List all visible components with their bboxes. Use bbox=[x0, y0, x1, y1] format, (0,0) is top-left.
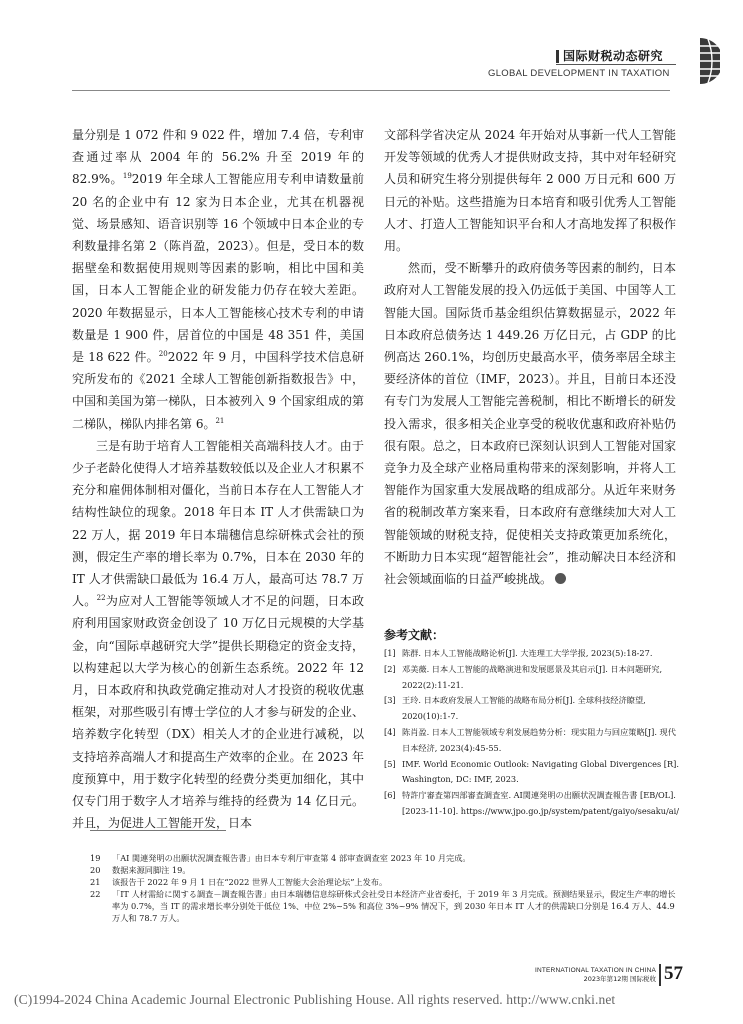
footnote-ref[interactable]: 21 bbox=[215, 416, 225, 425]
text-run: 然而，受不断攀升的政府债务等因素的制约，日本政府对人工智能发展的投入仍远低于美国、中国等人工智能大国。国际货币基金组织估算数据显示，2022 年日本政府总债务达 1 449.26 万亿日元，占 GDP 的比例高达 260.1%，均创历史最高水平，债务率居全球主要经济体的首位（IMF，2023）。并且，目前日本还没有专门为发展人工智能完善税制，相比不断增长的研发投入需求，很多相关企业享受的税收优惠和政府补贴仍很有限。总之，日本政府已深刻认识到人工智能对国家竞争力及全球产业格局重构带来的深刻影响，并将人工智能作为国家重大发展战略的组成部分。从近年来财务省的税制改革方案来看，日本政府有意继续加大对人工智能领域的财税支持，促使相关支持政策更加系统化，不断助力日本实现“超智能社会”，推动解决日本经济和社会领域面临的日益严峻挑战。 bbox=[384, 261, 676, 587]
paragraph-talent bbox=[72, 435, 364, 835]
globe-icon bbox=[680, 36, 720, 86]
right-column bbox=[384, 124, 676, 590]
footnote-ref[interactable]: 19 bbox=[122, 172, 132, 181]
reference-item: [3] 王玲. 日本政府发展人工智能的战略布局分析[J]. 全球科技经济瞭望, 2020(10):1-7. bbox=[384, 695, 646, 722]
footer-bar bbox=[659, 964, 661, 986]
header-divider bbox=[72, 90, 670, 91]
header-accent-bar bbox=[556, 50, 559, 63]
paragraph-patents bbox=[72, 124, 364, 435]
text-run: 为应对人工智能等领域人才不足的问题，日本政府利用国家财政资金创设了 10 万亿日元规模的大学基金，向“国际卓越研究大学”提供长期稳定的资金支持，以构建起以大学为核心的创新生态系统。2022 年 12 月，日本政府和执政党确定推动对人才投资的税收优惠框架，对那些吸引有博士学位的人才参与研发的企业、培养数字化转型（DX）相关人才的企业进行减税，以支持培养高端人才和提高生产效率的企业。在 2023 年度预算中，用于数字化转型的经费分类更加细化，其中仅专门用于数字人才培养与维持的经费为 14 亿日元。并且，为促进人工智能开发，日本 bbox=[72, 594, 364, 831]
reference-item[interactable]: [6] 特許庁審査第四部審査調査室. AI関連発明の出願状況調査報告書 [EB/OL]. [2023-11-10]. https://www.jpo.go.jp/system/patent/gaiyo/sesaku/ai/ bbox=[384, 790, 680, 816]
header-underline bbox=[556, 64, 676, 65]
footnote-ref[interactable]: 22 bbox=[96, 594, 106, 603]
references-list bbox=[384, 646, 680, 820]
reference-item: [5] IMF. World Economic Outlook: Navigating Global Divergences [R]. Washington, DC: IMF, 2023. bbox=[384, 758, 679, 785]
footnotes-list bbox=[90, 852, 680, 924]
text-run: 2019 年全球人工智能应用专利申请数量前 20 名的企业中有 12 家为日本企业，尤其在机器视觉、场景感知、语音识别等 16 个领域中日本企业的专利数量排名第 2（陈肖盈，2023）。但是，受日本的数据壁垒和数据使用规则等因素的影响，相比中国和美国，日本人工智能企业的研发能力仍存在较大差距。2020 年数据显示，日本人工智能核心技术专利的申请数量是 1 900 件，居首位的中国是 48 351 件，美国是 18 622 件。 bbox=[72, 172, 364, 365]
left-column bbox=[72, 124, 364, 835]
paragraph-conclusion bbox=[384, 257, 676, 590]
journal-name: INTERNATIONAL TAXATION IN CHINA bbox=[534, 967, 656, 974]
footnote-item: 19 「AI 関連発明の出願状況調査報告書」由日本专利厅审查第 4 部审查调查室 2023 年 10 月完成。 bbox=[90, 853, 471, 863]
footnote-item: 22 「IT 人材需給に関する調査－調査報告書」由日本瑞穗信息综研株式会社受日本经济产业省委托，于 2019 年 3 月完成。预测结果显示，假定生产率的增长率为 0.7%，当 IT 的需求增长率分别处于低位 1%、中位 2%~5% 和高位 3%~9% 情况下，到 2030 年日本 IT 人才的供需缺口分别是 16.4 万人、44.9 万人和 78.7 万人。 bbox=[90, 889, 676, 923]
journal-issue: 2023年第12期 国际税收 bbox=[583, 975, 656, 983]
section-subtitle: GLOBAL DEVELOPMENT IN TAXATION bbox=[488, 68, 670, 79]
footnote-item: 20 数据来源同脚注 19。 bbox=[90, 865, 191, 875]
end-mark-icon bbox=[555, 573, 566, 584]
text-run: 三是有助于培育人工智能相关高端科技人才。由于少子老龄化使得人才培养基数较低以及企业人才积累不充分和雇佣体制相对僵化，当前日本存在人工智能人才结构性缺位的现象。2018 年日本 IT 人才供需缺口为 22 万人，据 2019 年日本瑞穗信息综研株式会社的预测，假定生产率的增长率为 0.7%，日本在 2030 年的 IT 人才供需缺口最低为 16.4 万人，最高可达 78.7 万人。 bbox=[72, 438, 364, 609]
reference-item: [2] 邓美薇. 日本人工智能的战略演进和发展愿景及其启示[J]. 日本问题研究, 2022(2):11-21. bbox=[384, 663, 663, 690]
text-run: 2022 年 9 月，中国科学技术信息研究所发布的《2021 全球人工智能创新指数报告》中，中国和美国为第一梯队，日本被列入 9 个国家组成的第二梯队，梯队内排名第 6。 bbox=[72, 350, 365, 431]
references-title: 参考文献： bbox=[384, 628, 445, 642]
paragraph-support: 文部科学省决定从 2024 年开始对从事新一代人工智能开发等领域的优秀人才提供财政支持，其中对年轻研究人员和研究生将分别提供每年 2 000 万日元和 600 万日元的补贴。这些措施为日本培育和吸引优秀人工智能人才、打造人工智能知识平台和人才高地发挥了积极作用。 bbox=[384, 128, 676, 254]
text-run: 量分别是 1 072 件和 9 022 件，增加 7.4 倍，专利审查通过率从 2004 年的 56.2% 升至 2019 年的 82.9%。 bbox=[72, 128, 364, 187]
section-title: 国际财税动态研究 bbox=[563, 49, 664, 63]
reference-item: [4] 陈肖盈. 日本人工智能领域专利发展趋势分析：现实阻力与回应策略[J]. 现代日本经济, 2023(4):45-55. bbox=[384, 726, 676, 753]
footnote-divider bbox=[90, 830, 226, 831]
copyright-notice: (C)1994-2024 China Academic Journal Electronic Publishing House. All rights reserved. http://www.cnki.net bbox=[14, 992, 616, 1007]
reference-item: [1] 陈群. 日本人工智能战略论析[J]. 大连理工大学学报, 2023(5):18-27. bbox=[384, 648, 653, 658]
footnote-ref[interactable]: 20 bbox=[158, 350, 168, 359]
footnote-item: 21 该报告于 2022 年 9 月 1 日在“2022 世界人工智能大会治理论坛”上发布。 bbox=[90, 877, 388, 887]
page-number: 57 bbox=[664, 963, 683, 984]
